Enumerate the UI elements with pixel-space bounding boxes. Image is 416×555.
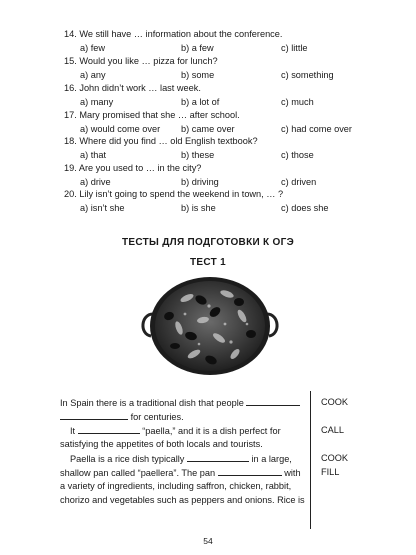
option-a: a) few xyxy=(80,43,106,53)
option-a: a) any xyxy=(80,70,106,80)
answer-blank[interactable] xyxy=(60,411,128,420)
answer-blank[interactable] xyxy=(218,467,282,476)
option-a: a) would come over xyxy=(80,124,161,134)
option-c: c) does she xyxy=(281,203,329,213)
passage-line: satisfying the appetites of both locals and tourists. xyxy=(60,439,263,449)
page-number: 54 xyxy=(203,536,213,546)
option-b: b) some xyxy=(181,70,215,80)
keyword-divider xyxy=(310,391,311,529)
question-17: 17. Mary promised that she … after school. xyxy=(64,110,240,120)
option-b: b) a lot of xyxy=(181,97,220,107)
option-b: b) is she xyxy=(181,203,216,213)
passage-line: In Spain there is a traditional dish that people xyxy=(60,397,300,408)
option-a: a) that xyxy=(80,150,107,160)
option-c: c) little xyxy=(281,43,308,53)
question-15: 15. Would you like … pizza for lunch? xyxy=(64,56,218,66)
keyword-fill: FILL xyxy=(321,467,340,477)
passage-line: Paella is a rice dish typically in a large, xyxy=(70,454,292,464)
question-14: 14. We still have … information about the conference. xyxy=(64,29,283,39)
answer-blank[interactable] xyxy=(187,453,249,462)
question-16: 16. John didn’t work … last week. xyxy=(64,83,201,93)
answer-blank[interactable] xyxy=(78,425,140,434)
option-b: b) driving xyxy=(181,177,219,187)
option-c: c) driven xyxy=(281,177,317,187)
answer-blank[interactable] xyxy=(246,397,300,406)
question-20: 20. Lily isn’t going to spend the weekend in town, … ? xyxy=(64,189,284,199)
option-b: b) came over xyxy=(181,124,235,134)
test-title: ТЕСТ 1 xyxy=(190,257,226,268)
keyword-cook: COOK xyxy=(321,397,349,407)
option-c: c) something xyxy=(281,70,334,80)
option-a: a) drive xyxy=(80,177,111,187)
passage-line: shallow pan called “paellera”. The pan with xyxy=(60,468,301,478)
passage-line: It “paella,” and it is a dish perfect for xyxy=(70,426,281,436)
passage-line: a variety of ingredients, including saffron, chicken, rabbit, xyxy=(60,481,292,491)
option-c: c) much xyxy=(281,97,314,107)
option-b: b) a few xyxy=(181,43,214,53)
keyword-call: CALL xyxy=(321,425,344,435)
option-c: c) those xyxy=(281,150,314,160)
keyword-cook: COOK xyxy=(321,453,349,463)
paella-pan-image xyxy=(139,276,281,376)
option-c: c) had come over xyxy=(281,124,352,134)
option-b: b) these xyxy=(181,150,215,160)
question-19: 19. Are you used to … in the city? xyxy=(64,163,202,173)
passage-line: chorizo and vegetables such as peppers and onions. Rice is xyxy=(60,495,305,505)
option-a: a) isn’t she xyxy=(80,203,125,213)
option-a: a) many xyxy=(80,97,114,107)
section-title: ТЕСТЫ ДЛЯ ПОДГОТОВКИ К ОГЭ xyxy=(122,237,294,248)
question-18: 18. Where did you find … old English textbook? xyxy=(64,136,258,146)
passage-line: for centuries. xyxy=(60,411,184,422)
